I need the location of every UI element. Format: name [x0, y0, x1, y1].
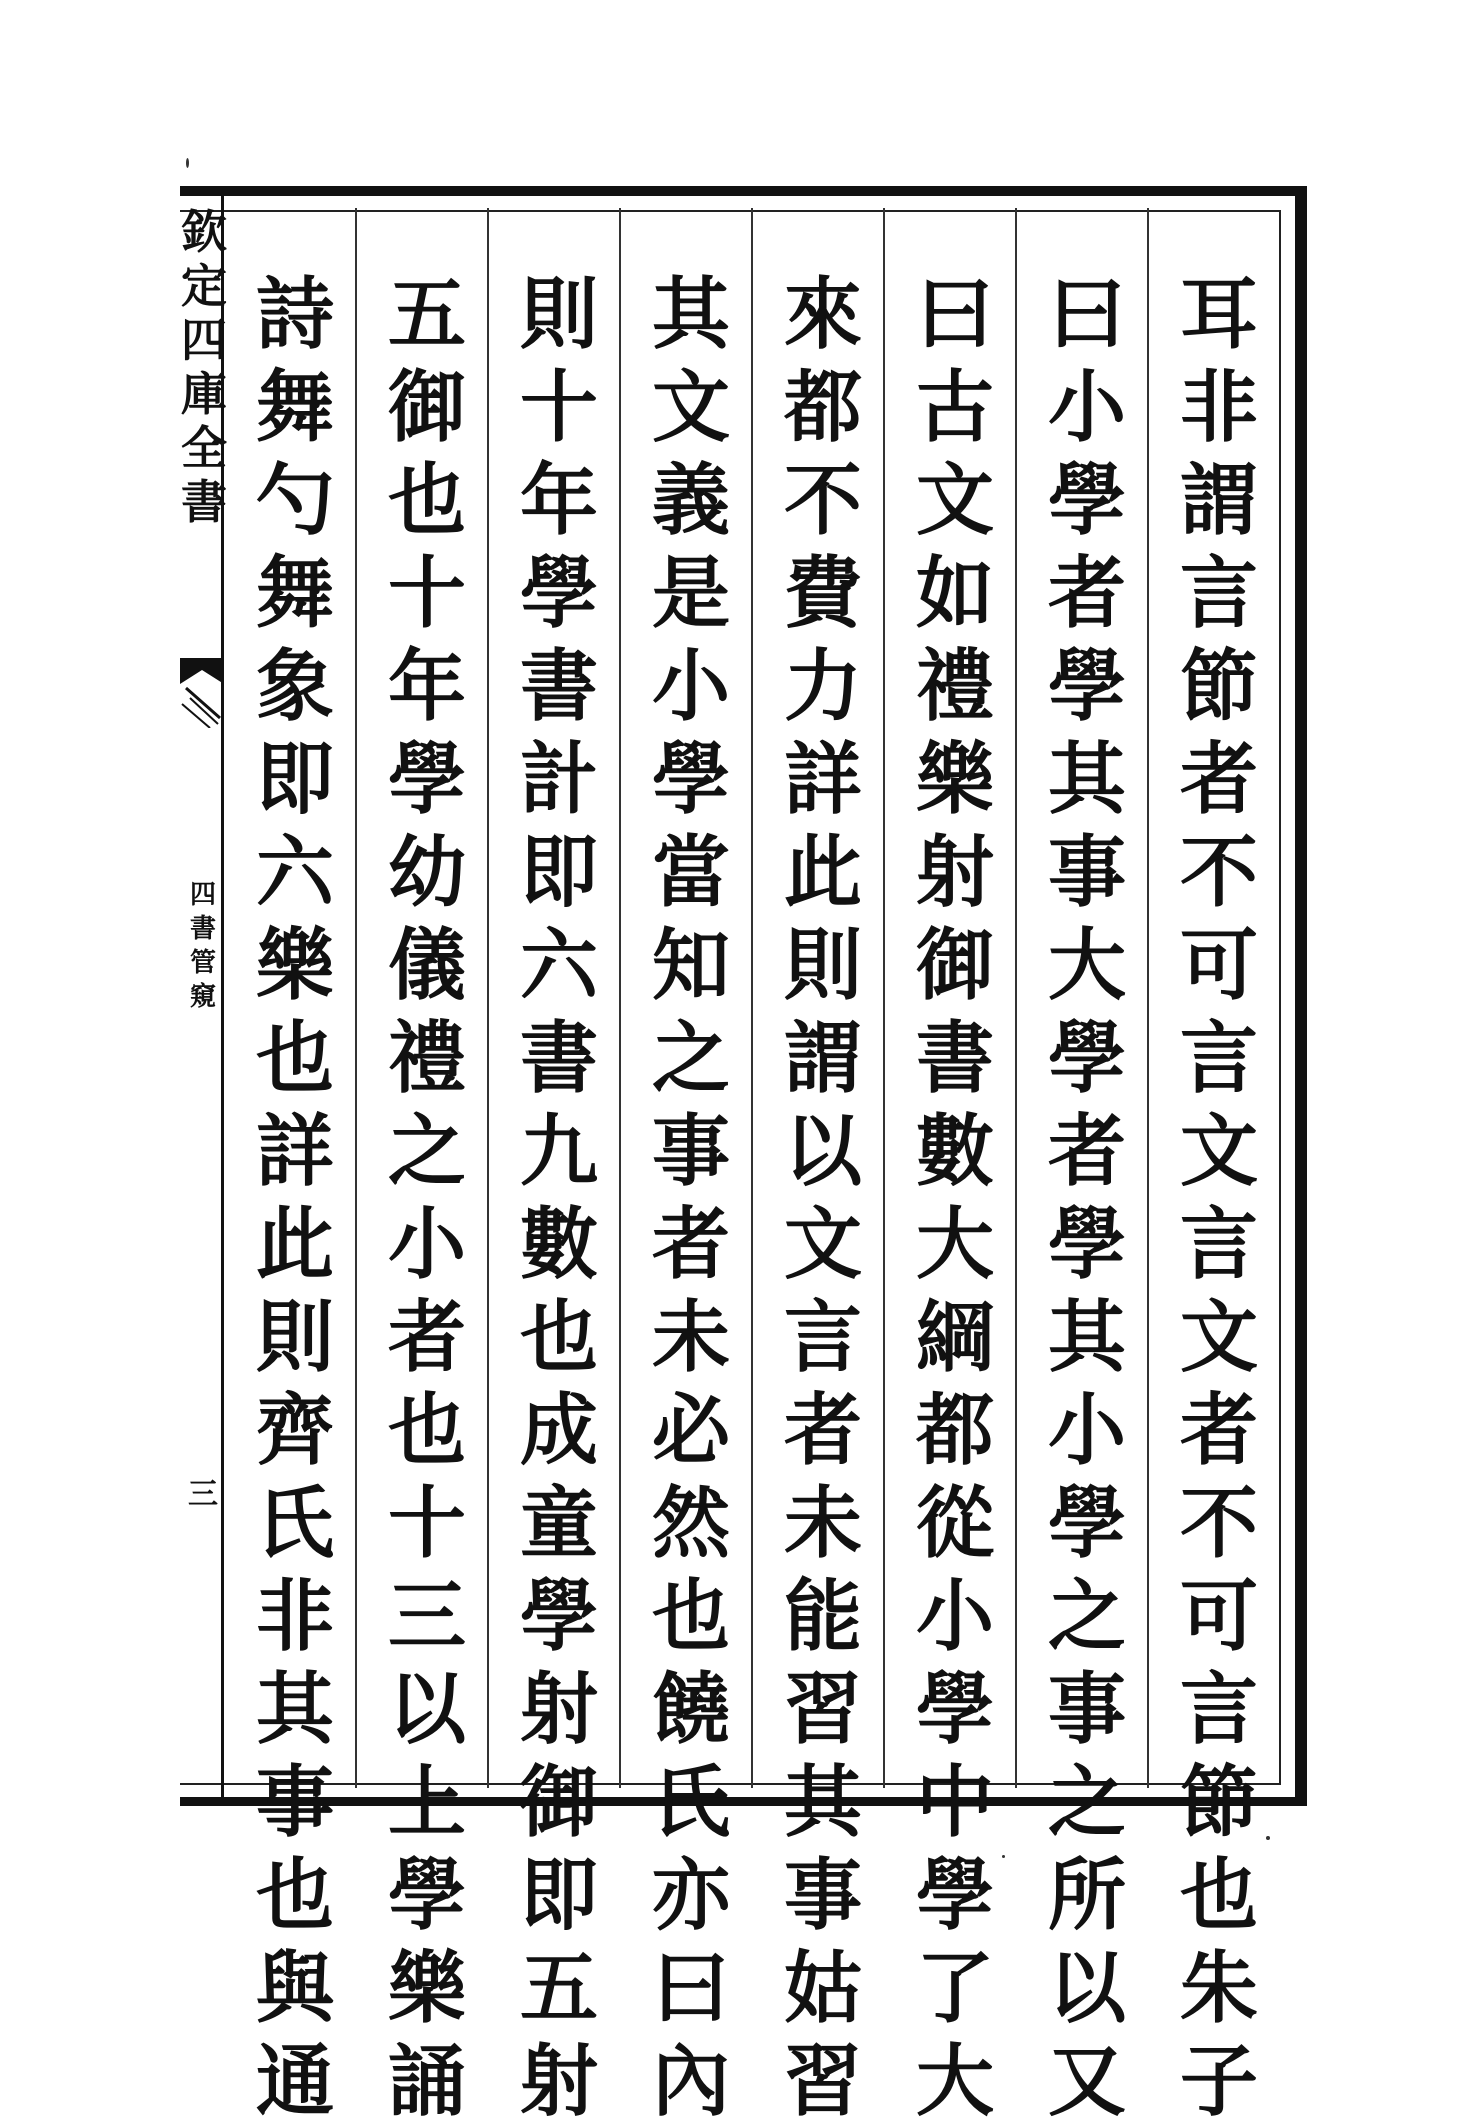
text-column: 詩舞勺舞象即六樂也詳此則齊氏非其事也與通	[255, 269, 334, 2127]
page-number: 三	[188, 1477, 218, 1512]
text-column: 耳非謂言節者不可言文言文者不可言節也朱子	[1179, 269, 1258, 2127]
scan-speck	[1002, 1855, 1005, 1858]
text-column: 曰古文如禮樂射御書數大綱都從小學中學了大	[915, 269, 994, 2127]
column-divider	[883, 208, 885, 1788]
text-column: 其文義是小學當知之事者未必然也饒氏亦曰內	[651, 269, 730, 2127]
book-series-title: 欽定四庫全書	[181, 205, 227, 529]
column-divider	[1147, 208, 1149, 1788]
text-column: 五御也十年學幼儀禮之小者也十三以上學樂誦	[387, 269, 466, 2127]
column-divider	[751, 208, 753, 1788]
text-column: 來都不費力詳此則謂以文言者未能習其事姑習	[783, 269, 862, 2127]
text-column: 則十年學書計即六書九數也成童學射御即五射	[519, 269, 598, 2127]
column-divider	[487, 208, 489, 1788]
column-divider	[1015, 208, 1017, 1788]
fishtail-mark-icon	[180, 658, 224, 728]
book-title: 四書管窺	[189, 880, 216, 1012]
column-divider	[619, 208, 621, 1788]
scan-speck	[186, 158, 189, 168]
text-column: 曰小學者學其事大學者學其小學之事之所以又	[1047, 269, 1126, 2127]
column-divider	[355, 208, 357, 1788]
scan-speck	[1266, 1836, 1270, 1840]
